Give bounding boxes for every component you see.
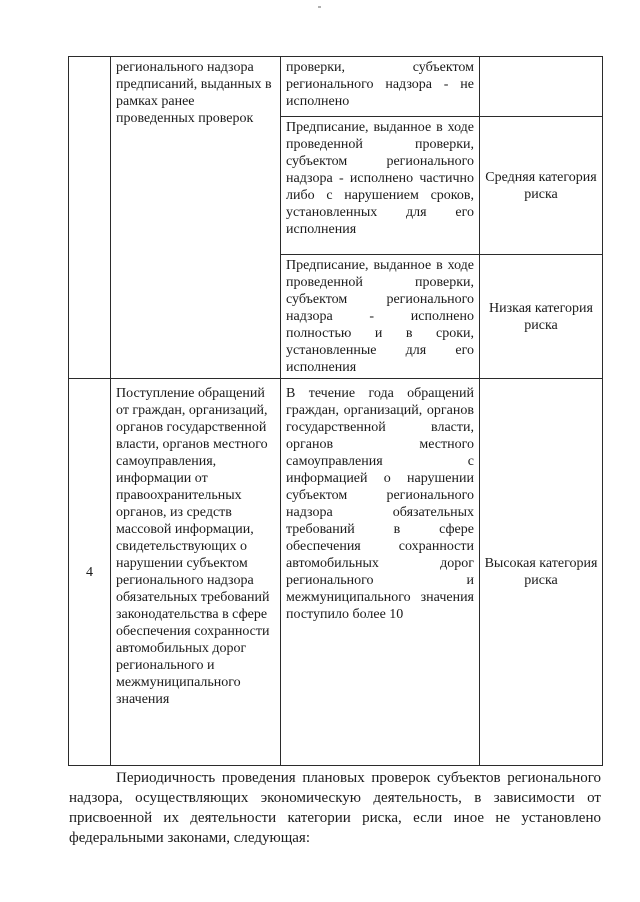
scan-speck <box>318 6 321 8</box>
risk-category-cell: Низкая категория риска <box>480 255 603 379</box>
criterion-cell: Поступление обращений от граждан, организаций, органов государственной власти, органов местного самоуправления, информации от правоохранительных органов, из средств массовой информации, свидетельствующих о нарушении субъектом регионального надзора обязательных требований законодательства в сфере обеспечения сохранности автомобильных дорог регионального и межмуниципального значения <box>111 379 281 766</box>
table-row <box>69 57 603 117</box>
risk-criteria-table <box>68 56 603 766</box>
condition-cell: В течение года обращений граждан, организаций, органов государственной власти, органов местного самоуправления с информацией о нарушении субъектом регионального надзора обязательных требований в сфере обеспечения сохранности автомобильных дорог регионального и межмуниципального значения поступило более 10 <box>281 379 480 766</box>
risk-category-cell <box>480 57 603 117</box>
condition-cell: проверки, субъектом регионального надзора - не исполнено <box>281 57 480 117</box>
risk-category-cell: Средняя категория риска <box>480 117 603 255</box>
body-paragraph: Периодичность проведения плановых проверок субъектов регионального надзора, осуществляющих экономическую деятельность, в зависимости от присвоенной их деятельности категории риска, если иное не установлено федеральными законами, следующая: <box>69 770 601 846</box>
criterion-cell: регионального надзора предписаний, выданных в рамках ранее проведенных проверок <box>111 57 281 379</box>
risk-category-cell: Высокая категория риска <box>480 379 603 766</box>
condition-cell: Предписание, выданное в ходе проведенной проверки, субъектом регионального надзора - исполнено частично либо с нарушением сроков, установленных для его исполнения <box>281 117 480 255</box>
table-row <box>69 379 603 766</box>
condition-cell: Предписание, выданное в ходе проведенной проверки, субъектом регионального надзора - исполнено полностью и в сроки, установленные для его исполнения <box>281 255 480 379</box>
row-number-cell <box>69 57 111 379</box>
row-number-cell: 4 <box>69 379 111 766</box>
